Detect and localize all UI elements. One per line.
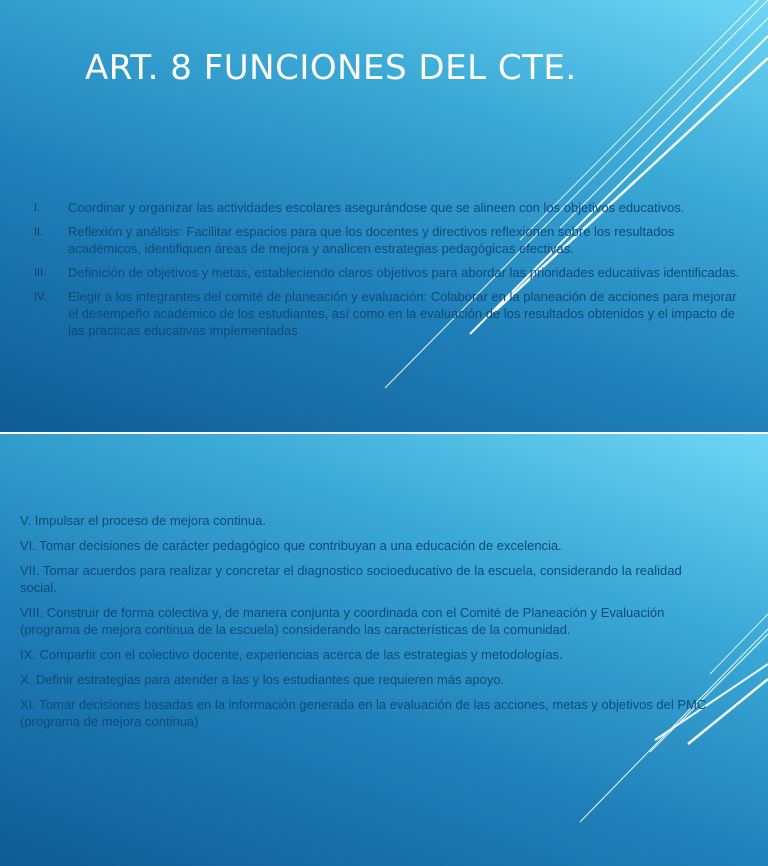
functions-list-continued <box>20 512 720 738</box>
item-number: II. <box>34 226 44 238</box>
list-item: X. Definir estrategias para atender a las y los estudiantes que requieren más apoyo. <box>20 672 505 687</box>
list-item <box>0 223 740 257</box>
item-text: Definición de objetivos y metas, estableciendo claros objetivos para abordar las prioridades educativas identificadas. <box>68 265 740 280</box>
item-number: IV. <box>34 291 47 303</box>
list-item <box>0 264 740 281</box>
item-number: I. <box>34 202 41 214</box>
list-item <box>0 288 740 339</box>
slide-1 <box>0 0 768 432</box>
list-item <box>0 199 740 216</box>
list-item: V. Impulsar el proceso de mejora continua. <box>20 513 266 528</box>
functions-list <box>0 199 768 346</box>
item-number: III. <box>34 267 47 279</box>
list-item: VI. Tomar decisiones de carácter pedagógico que contribuyan a una educación de excelencia. <box>20 538 562 553</box>
item-text: Reflexión y análisis: Facilitar espacios para que los docentes y directivos reflexionen sobre los resultados académicos, identifiquen áreas de mejora y analicen estrategias pedagógicas efectivas. <box>68 224 675 256</box>
item-text: Elegir a los integrantes del comité de planeación y evaluación: Colaborar en la planeación de acciones para mejorar el desempeño académico de los estudiantes, así como en la evaluación de los resultados obtenidos y el impacto de las prácticas educativas implementadas <box>68 289 737 338</box>
slide-title: ART. 8 FUNCIONES DEL CTE. <box>85 48 577 88</box>
list-item: IX. Compartir con el colectivo docente, experiencias acerca de las estrategias y metodologías. <box>20 647 563 662</box>
list-item: VIII. Construir de forma colectiva y, de manera conjunta y coordinada con el Comité de Planeación y Evaluación (programa de mejora continua de la escuela) considerando las características de la comunidad. <box>20 605 665 637</box>
list-item: XI. Tomar decisiones basadas en la información generada en la evaluación de las acciones, metas y objetivos del PMC (programa de mejora continua) <box>20 697 707 729</box>
item-text: Coordinar y organizar las actividades escolares asegurándose que se alineen con los objetivos educativos. <box>68 200 685 215</box>
list-item: VII. Tomar acuerdos para realizar y concretar el diagnostico socioeducativo de la escuela, considerando la realidad social. <box>20 563 682 595</box>
slide-2 <box>0 434 768 866</box>
